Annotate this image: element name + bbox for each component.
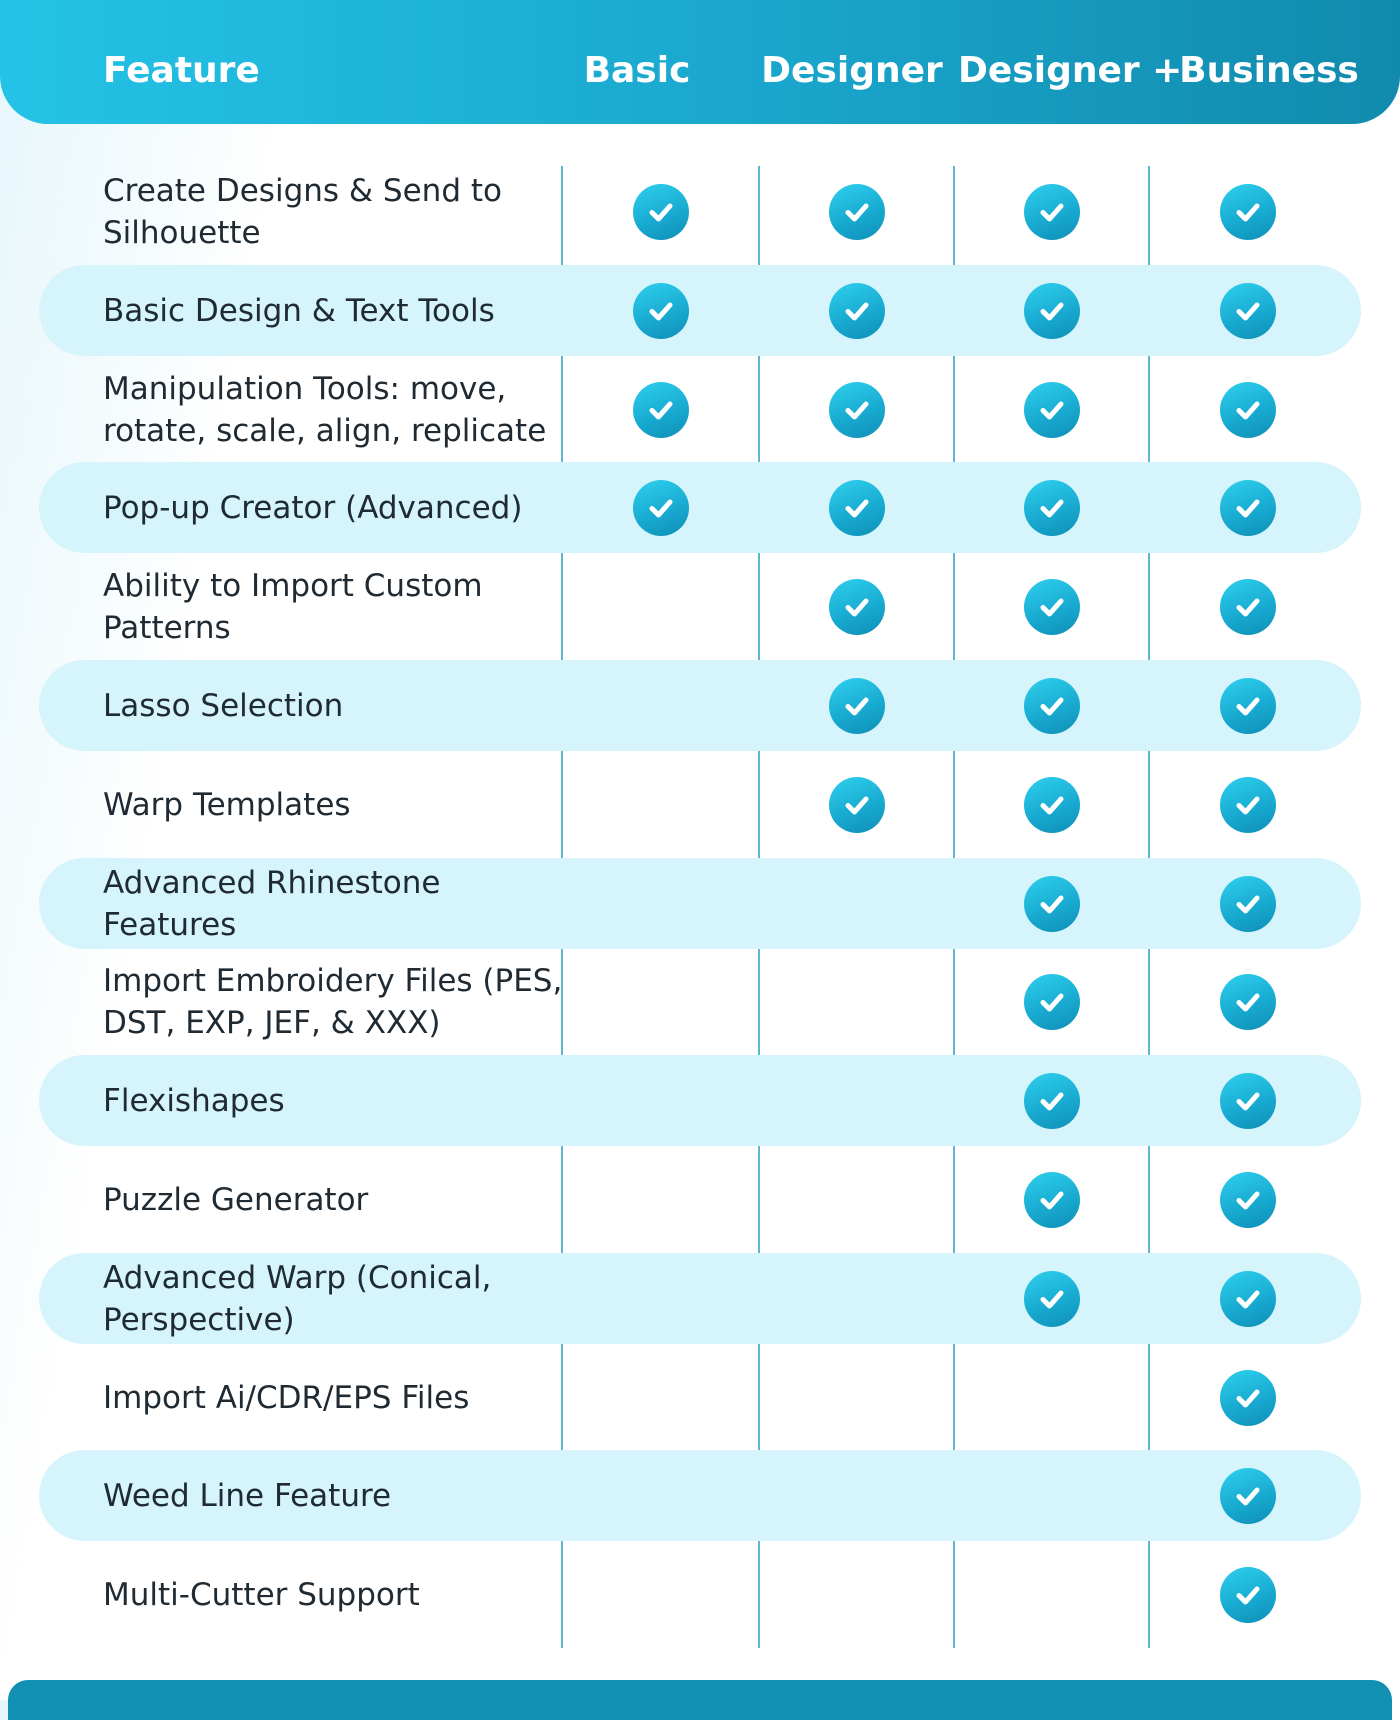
checkmark-icon xyxy=(829,579,885,635)
checkmark-icon xyxy=(1220,1370,1276,1426)
checkmark-icon xyxy=(1024,579,1080,635)
check-cell-business xyxy=(1150,1549,1346,1640)
checkmark-icon xyxy=(1024,1172,1080,1228)
checkmark-icon xyxy=(1220,184,1276,240)
check-cell-business xyxy=(1150,956,1346,1047)
table-row xyxy=(39,759,1361,850)
checkmark-icon xyxy=(1024,480,1080,536)
check-cell-business xyxy=(1150,660,1346,751)
check-cell-designer xyxy=(759,265,955,356)
check-cell-designer-plus xyxy=(954,660,1150,751)
checkmark-icon xyxy=(1024,876,1080,932)
check-cell-designer-plus xyxy=(954,759,1150,850)
table-row xyxy=(39,1154,1361,1245)
header-feature: Feature xyxy=(103,50,260,91)
table-header xyxy=(0,0,1400,124)
check-cell-designer-plus xyxy=(954,166,1150,257)
check-cell-designer-plus xyxy=(954,1154,1150,1245)
feature-name: Create Designs & Send to Silhouette xyxy=(103,172,502,251)
check-cell-designer xyxy=(759,660,955,751)
checkmark-icon xyxy=(1024,1271,1080,1327)
check-cell-business xyxy=(1150,759,1346,850)
check-cell-designer xyxy=(759,462,955,553)
table-row xyxy=(39,561,1361,652)
table-row xyxy=(39,462,1361,553)
feature-name: Import Ai/CDR/EPS Files xyxy=(103,1379,470,1416)
table-row xyxy=(39,265,1361,356)
check-cell-basic xyxy=(563,364,759,455)
table-row xyxy=(39,1450,1361,1541)
checkmark-icon xyxy=(633,382,689,438)
header-plan-designer: Designer xyxy=(761,50,943,91)
checkmark-icon xyxy=(1220,876,1276,932)
header-plan-basic: Basic xyxy=(583,50,691,91)
check-cell-business xyxy=(1150,462,1346,553)
feature-name: Lasso Selection xyxy=(103,687,344,724)
table-row xyxy=(39,1352,1361,1443)
check-cell-designer-plus xyxy=(954,561,1150,652)
checkmark-icon xyxy=(1220,1468,1276,1524)
feature-name: Advanced Rhinestone Features xyxy=(103,864,441,943)
check-cell-business xyxy=(1150,265,1346,356)
check-cell-designer-plus xyxy=(954,858,1150,949)
check-cell-designer-plus xyxy=(954,956,1150,1047)
table-row xyxy=(39,956,1361,1047)
check-cell-designer xyxy=(759,759,955,850)
table-row xyxy=(39,1549,1361,1640)
checkmark-icon xyxy=(829,283,885,339)
check-cell-designer xyxy=(759,561,955,652)
check-cell-business xyxy=(1150,561,1346,652)
checkmark-icon xyxy=(1024,382,1080,438)
checkmark-icon xyxy=(633,480,689,536)
checkmark-icon xyxy=(829,184,885,240)
feature-name: Multi-Cutter Support xyxy=(103,1576,420,1613)
checkmark-icon xyxy=(1024,777,1080,833)
feature-name: Pop-up Creator (Advanced) xyxy=(103,489,523,526)
checkmark-icon xyxy=(1024,1073,1080,1129)
check-cell-business xyxy=(1150,166,1346,257)
check-cell-basic xyxy=(563,462,759,553)
footer-bar xyxy=(8,1680,1392,1720)
feature-name: Puzzle Generator xyxy=(103,1181,369,1218)
feature-name: Advanced Warp (Conical, Perspective) xyxy=(103,1259,492,1338)
checkmark-icon xyxy=(1024,283,1080,339)
check-cell-designer-plus xyxy=(954,462,1150,553)
check-cell-designer-plus xyxy=(954,265,1150,356)
table-row xyxy=(39,660,1361,751)
check-cell-business xyxy=(1150,1055,1346,1146)
feature-name: Import Embroidery Files (PES, DST, EXP, JEF, & XXX) xyxy=(103,962,563,1041)
checkmark-icon xyxy=(1024,974,1080,1030)
table-row xyxy=(39,858,1361,949)
check-cell-business xyxy=(1150,1352,1346,1443)
check-cell-basic xyxy=(563,166,759,257)
checkmark-icon xyxy=(1220,579,1276,635)
checkmark-icon xyxy=(1220,1567,1276,1623)
checkmark-icon xyxy=(1024,184,1080,240)
feature-name: Manipulation Tools: move, rotate, scale, align, replicate xyxy=(103,370,547,449)
checkmark-icon xyxy=(1220,1073,1276,1129)
checkmark-icon xyxy=(1220,974,1276,1030)
feature-name: Warp Templates xyxy=(103,786,351,823)
checkmark-icon xyxy=(1220,382,1276,438)
header-plan-business: Business xyxy=(1179,50,1359,91)
checkmark-icon xyxy=(829,777,885,833)
table-row xyxy=(39,1055,1361,1146)
checkmark-icon xyxy=(1024,678,1080,734)
checkmark-icon xyxy=(1220,1271,1276,1327)
checkmark-icon xyxy=(1220,283,1276,339)
feature-name: Basic Design & Text Tools xyxy=(103,292,495,329)
table-row xyxy=(39,364,1361,455)
checkmark-icon xyxy=(1220,1172,1276,1228)
check-cell-basic xyxy=(563,265,759,356)
check-cell-designer-plus xyxy=(954,364,1150,455)
check-cell-business xyxy=(1150,364,1346,455)
check-cell-business xyxy=(1150,1253,1346,1344)
feature-name: Ability to Import Custom Patterns xyxy=(103,567,483,646)
checkmark-icon xyxy=(1220,678,1276,734)
checkmark-icon xyxy=(829,382,885,438)
check-cell-designer xyxy=(759,364,955,455)
check-cell-designer-plus xyxy=(954,1055,1150,1146)
table-row xyxy=(39,1253,1361,1344)
checkmark-icon xyxy=(829,480,885,536)
check-cell-business xyxy=(1150,1154,1346,1245)
table-row xyxy=(39,166,1361,257)
checkmark-icon xyxy=(1220,777,1276,833)
feature-name: Flexishapes xyxy=(103,1082,285,1119)
checkmark-icon xyxy=(829,678,885,734)
check-cell-designer xyxy=(759,166,955,257)
check-cell-designer-plus xyxy=(954,1253,1150,1344)
feature-name: Weed Line Feature xyxy=(103,1477,392,1514)
checkmark-icon xyxy=(633,184,689,240)
feature-table xyxy=(0,166,1400,1648)
checkmark-icon xyxy=(633,283,689,339)
header-plan-designer-plus: Designer + xyxy=(958,50,1183,91)
check-cell-business xyxy=(1150,1450,1346,1541)
check-cell-business xyxy=(1150,858,1346,949)
checkmark-icon xyxy=(1220,480,1276,536)
